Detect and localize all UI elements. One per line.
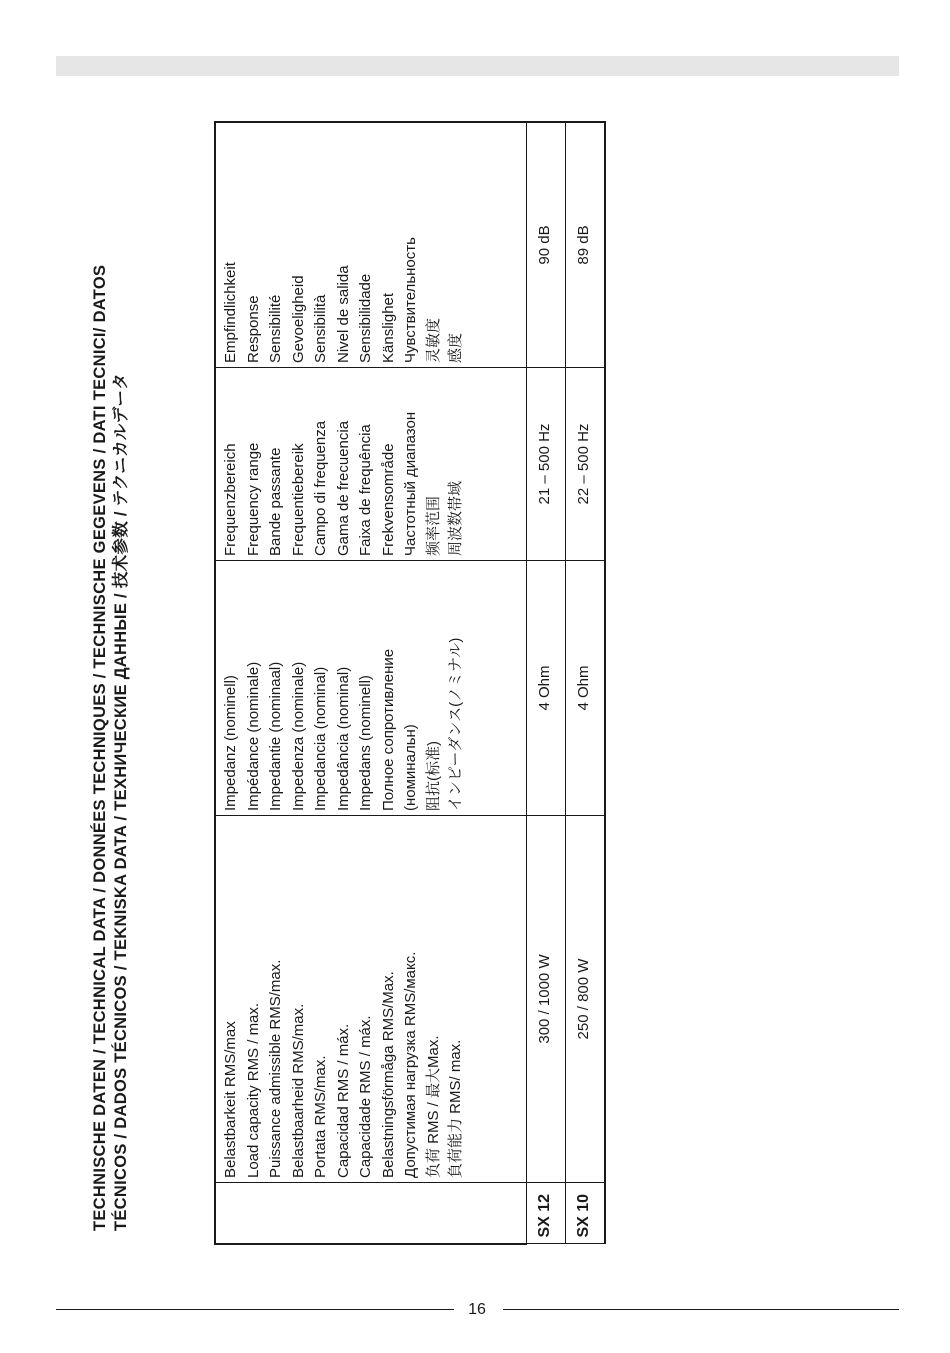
impedance-value: 4 Ohm: [575, 665, 592, 711]
label-line: Impedantie (nominaal): [267, 661, 284, 811]
sensitivity-value: 90 dB: [536, 225, 553, 265]
label-line: Impedans (nominell): [357, 675, 374, 811]
impedance-cell: [527, 561, 566, 816]
impedance-header: [215, 561, 527, 816]
label-line: Belastbaarheid RMS/max.: [289, 1003, 307, 1178]
label-line: 灵敏度: [424, 317, 442, 363]
label-line: Belastningsförmåga RMS/Max.: [379, 971, 397, 1178]
empty-corner-cell: [215, 1183, 527, 1245]
label-line: Impedância (nominal): [334, 666, 352, 811]
frequency-cell: [527, 368, 566, 561]
page-title: [90, 131, 132, 1231]
title-line-2: TÉCNICOS / DADOS TÉCNICOS / TEKNISKA DATA / ТЕХНИЧЕСКИЕ ДАННЫЕ / 技术参数 / テクニカルデータ: [112, 372, 130, 1231]
label-line: Campo di frequenza: [312, 420, 329, 556]
label-line: Допустимая нагрузка RMS/макс.: [402, 951, 419, 1178]
label-line: Load capacity RMS / max.: [244, 1002, 262, 1178]
load-capacity-header: [215, 816, 527, 1183]
label-line: Känslighet: [379, 292, 397, 363]
rotated-content: [80, 125, 620, 1245]
label-line: Empfindlichkeit: [222, 262, 239, 363]
label-line: Gama de frecuencia: [334, 420, 352, 556]
table-row: [566, 122, 606, 1244]
model-cell: [527, 1183, 566, 1245]
label-line: Sensibilité: [267, 294, 284, 363]
load-cell: [527, 816, 566, 1183]
label-line: Полное сопротивление: [379, 648, 397, 811]
label-line: Impédance (nominale): [244, 661, 262, 811]
load-cell: [566, 816, 606, 1183]
frequency-value: 21 – 500 Hz: [536, 423, 553, 505]
sensitivity-header: [215, 122, 527, 368]
sensitivity-value: 89 dB: [575, 225, 592, 265]
label-line: Sensibilidade: [357, 273, 374, 363]
label-line: Frequenzbereich: [222, 443, 239, 556]
title-line-1: TECHNISCHE DATEN / TECHNICAL DATA / DONNÉES TECHNIQUES / TECHNISCHE GEGEVENS / DATI TECNICI/ DATOS: [91, 264, 109, 1231]
label-line: 周波数帯域: [447, 480, 464, 556]
label-line: インピーダンス(ノミナル): [447, 637, 464, 811]
label-line: Bande passante: [267, 447, 284, 556]
model-name: SX 12: [536, 1193, 553, 1238]
model-cell: [566, 1183, 606, 1245]
label-line: Frequentiebereik: [289, 443, 307, 556]
label-line: Nivel de salida: [334, 265, 352, 363]
label-line: Frekvensområde: [379, 443, 397, 556]
load-value: 250 / 800 W: [575, 958, 592, 1040]
technical-data-table: [214, 121, 606, 1245]
sensitivity-cell: [566, 122, 606, 368]
frequency-value: 22 – 500 Hz: [575, 423, 592, 505]
label-line: Чувствительность: [402, 237, 419, 363]
label-line: Response: [244, 295, 262, 363]
label-line: 阻抗(标准): [424, 741, 442, 811]
impedance-value: 4 Ohm: [536, 665, 553, 711]
label-line: Capacidad RMS / máx.: [334, 1023, 352, 1178]
model-name: SX 10: [575, 1193, 592, 1238]
label-line: Gevoeligheid: [289, 275, 307, 363]
label-line: Sensibilità: [312, 294, 329, 363]
impedance-cell: [566, 561, 606, 816]
table-row: [527, 122, 566, 1244]
label-line: Portata RMS/max.: [312, 1055, 329, 1178]
header-row: [215, 122, 527, 1244]
label-line: Capacidade RMS / máx.: [357, 1015, 374, 1178]
header-bar: [56, 56, 899, 76]
frequency-cell: [566, 368, 606, 561]
label-line: Impedenza (nominale): [289, 661, 307, 811]
sensitivity-cell: [527, 122, 566, 368]
label-line: Impedanz (nominell): [222, 675, 239, 811]
footer-rule-right: [503, 1309, 899, 1310]
label-line: 負荷能力 RMS/ max.: [447, 1039, 464, 1178]
page-number: 16: [468, 1301, 486, 1318]
frequency-range-header: [215, 368, 527, 561]
label-line: Частотный диапазон: [402, 411, 419, 556]
label-line: Belastbarkeit RMS/max: [222, 1021, 239, 1178]
label-line: Puissance admissible RMS/max.: [267, 959, 284, 1178]
footer-rule-left: [56, 1309, 454, 1310]
label-line: Faixa de frequência: [357, 424, 374, 556]
label-line: Impedancia (nominal): [312, 666, 329, 811]
label-line: 感度: [447, 332, 464, 363]
load-value: 300 / 1000 W: [536, 954, 553, 1044]
label-line: Frequency range: [244, 442, 262, 556]
label-line: 频率范围: [424, 495, 442, 556]
label-line: 负荷 RMS / 最大Max.: [424, 1035, 442, 1178]
label-line: (номинальн): [402, 724, 419, 811]
